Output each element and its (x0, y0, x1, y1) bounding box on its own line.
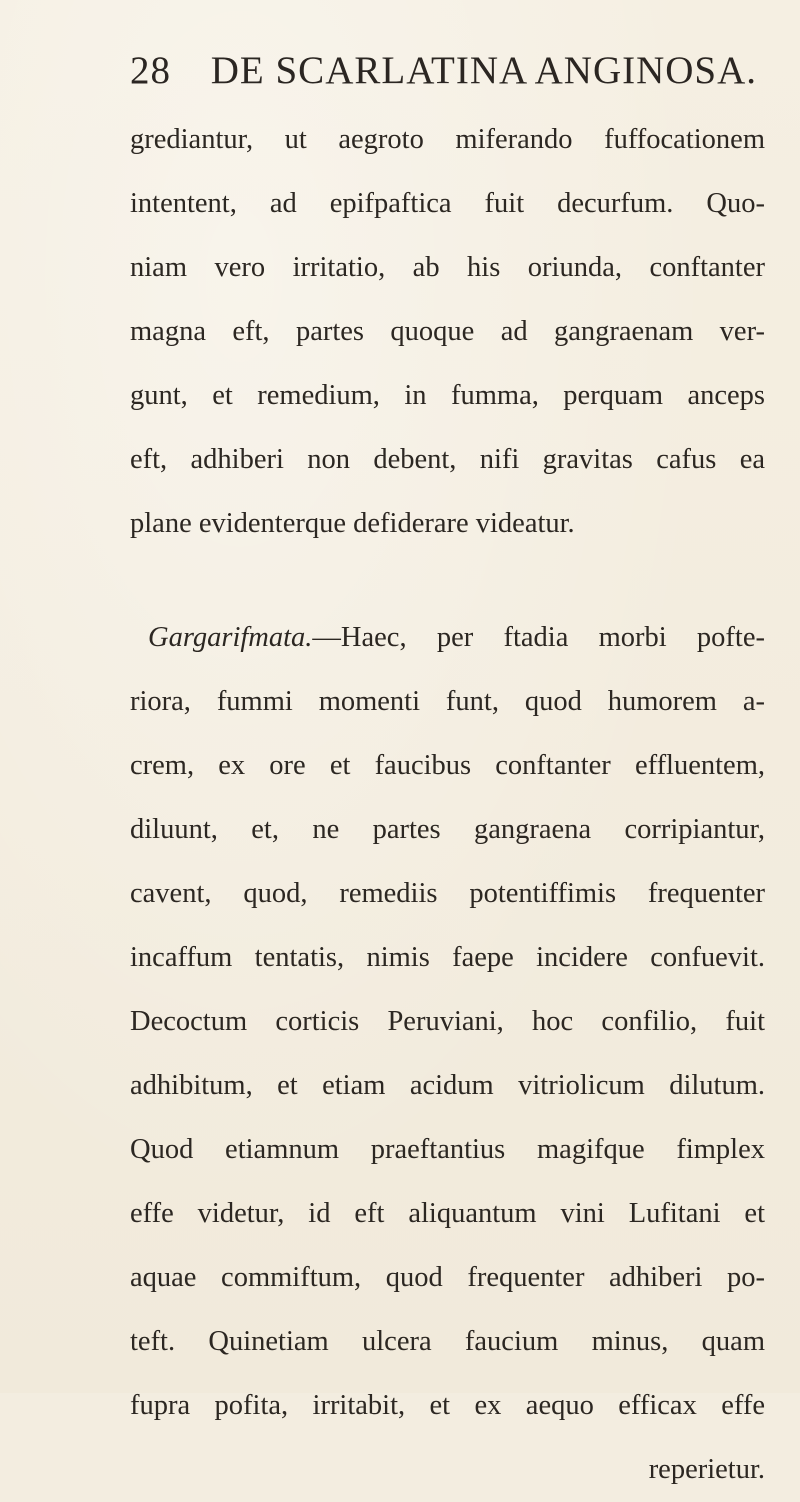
catchword: reperietur. (648, 1454, 765, 1485)
text-line: Quod etiamnum praeftantius magifque fimplex (130, 1134, 765, 1165)
text-line: eft, adhiberi non debent, nifi gravitas cafus ea (130, 444, 765, 475)
page-number: 28 (130, 49, 171, 92)
text-line: effe videtur, id eft aliquantum vini Lufitani et (130, 1198, 765, 1229)
running-head (130, 48, 758, 98)
paragraph-gap (130, 556, 765, 606)
text-line: diluunt, et, ne partes gangraena corripiantur, (130, 814, 765, 845)
body-text (130, 108, 765, 1502)
text-line: teft. Quinetiam ulcera faucium minus, quam (130, 1326, 765, 1357)
text-line: grediantur, ut aegroto miferando fuffocationem (130, 124, 765, 155)
text-line: plane evidenterque defiderare videatur. (130, 508, 575, 539)
text-line: fupra pofita, irritabit, et ex aequo efficax effe (130, 1390, 765, 1421)
heading-line-text: —Haec, per ftadia morbi pofte- (312, 622, 765, 653)
text-line: cavent, quod, remediis potentiffimis frequenter (130, 878, 765, 909)
text-line: gunt, et remedium, in fumma, perquam anceps (130, 380, 765, 411)
text-line: adhibitum, et etiam acidum vitriolicum dilutum. (130, 1070, 765, 1101)
text-line: aquae commiftum, quod frequenter adhiberi po- (130, 1262, 765, 1293)
text-line: magna eft, partes quoque ad gangraenam ver- (130, 316, 765, 347)
section-heading: Gargarifmata. (148, 622, 313, 653)
text-line: incaffum tentatis, nimis faepe incidere confuevit. (130, 942, 765, 973)
text-line: crem, ex ore et faucibus conftanter effluentem, (130, 750, 765, 781)
running-title: DE SCARLATINA ANGINOSA. (210, 49, 758, 92)
text-line: niam vero irritatio, ab his oriunda, conftanter (130, 252, 765, 283)
text-line: riora, fummi momenti funt, quod humorem a- (130, 686, 765, 717)
paragraph-heading-line (130, 606, 765, 670)
text-line: Decoctum corticis Peruviani, hoc confilio, fuit (130, 1006, 765, 1037)
text-line: intentent, ad epifpaftica fuit decurfum. Quo- (130, 188, 765, 219)
